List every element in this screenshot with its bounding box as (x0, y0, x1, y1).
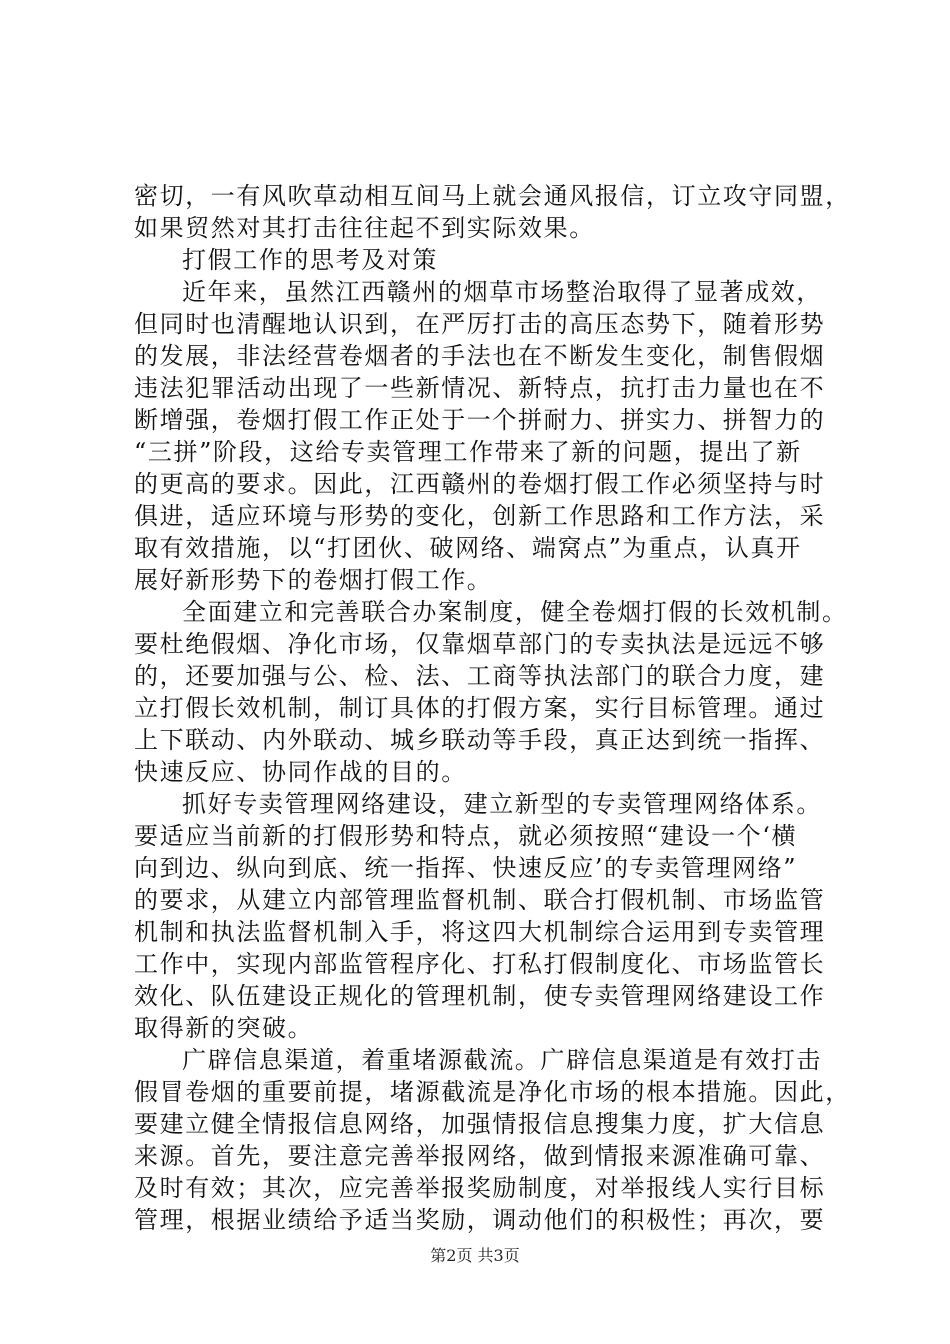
text-line: 上下联动、内外联动、城乡联动等手段，真正达到统一指挥、 (134, 726, 826, 754)
text-line: 如果贸然对其打击往往起不到实际效果。 (134, 214, 595, 242)
text-line: 违法犯罪活动出现了一些新情况、新特点，抗打击力量也在不 (134, 374, 826, 402)
text-line: 取得新的突破。 (134, 1014, 314, 1042)
text-line: 断增强，卷烟打假工作正处于一个拼耐力、拼实力、拼智力的 (134, 406, 826, 434)
text-line: 的，还要加强与公、检、法、工商等执法部门的联合力度，建 (134, 662, 826, 690)
text-line: 立打假长效机制，制订具体的打假方案，实行目标管理。通过 (134, 694, 826, 722)
text-line: 的要求，从建立内部管理监督机制、联合打假机制、市场监管 (134, 886, 826, 914)
text-line: 的更高的要求。因此，江西赣州的卷烟打假工作必须坚持与时 (134, 470, 826, 498)
text-line: 抓好专卖管理网络建设，建立新型的专卖管理网络体系。 (182, 790, 822, 818)
text-line: 要适应当前新的打假形势和特点，就必须按照“建设一个‘横 (134, 822, 798, 850)
text-line: 取有效措施，以“打团伙、破网络、端窝点”为重点，认真开 (134, 534, 802, 562)
text-line: 来源。首先，要注意完善举报网络，做到情报来源准确可靠、 (134, 1142, 826, 1170)
text-line: 机制和执法监督机制入手，将这四大机制综合运用到专卖管理 (134, 918, 826, 946)
text-line: 广辟信息渠道，着重堵源截流。广辟信息渠道是有效打击 (182, 1046, 822, 1074)
page-number-footer: 第2页 共3页 (430, 1246, 520, 1265)
text-line: 向到边、纵向到底、统一指挥、快速反应’的专卖管理网络” (134, 854, 798, 882)
text-line: 展好新形势下的卷烟打假工作。 (134, 566, 493, 594)
text-line: 要杜绝假烟、净化市场，仅靠烟草部门的专卖执法是远远不够 (134, 630, 826, 658)
text-line: 但同时也清醒地认识到，在严厉打击的高压态势下，随着形势 (134, 310, 826, 338)
text-line: 密切，一有风吹草动相互间马上就会通风报信，订立攻守同盟， (134, 182, 851, 210)
text-line: 俱进，适应环境与形势的变化，创新工作思路和工作方法，采 (134, 502, 826, 530)
text-line: 及时有效；其次，应完善举报奖励制度，对举报线人实行目标 (134, 1174, 826, 1202)
section-heading: 打假工作的思考及对策 (182, 246, 438, 274)
text-line: 近年来，虽然江西赣州的烟草市场整治取得了显著成效， (182, 278, 822, 306)
text-line: 效化、队伍建设正规化的管理机制，使专卖管理网络建设工作 (134, 982, 826, 1010)
text-line: 的发展，非法经营卷烟者的手法也在不断发生变化，制售假烟 (134, 342, 826, 370)
text-line: 全面建立和完善联合办案制度，健全卷烟打假的长效机制。 (182, 598, 848, 626)
text-line: “三拼”阶段，这给专卖管理工作带来了新的问题，提出了新 (134, 438, 802, 466)
text-line: 假冒卷烟的重要前提，堵源截流是净化市场的根本措施。因此， (134, 1078, 851, 1106)
text-line: 快速反应、协同作战的目的。 (134, 758, 467, 786)
text-line: 管理，根据业绩给予适当奖励，调动他们的积极性；再次，要 (134, 1206, 826, 1234)
text-line: 工作中，实现内部监管程序化、打私打假制度化、市场监管长 (134, 950, 826, 978)
text-line: 要建立健全情报信息网络，加强情报信息搜集力度，扩大信息 (134, 1110, 826, 1138)
